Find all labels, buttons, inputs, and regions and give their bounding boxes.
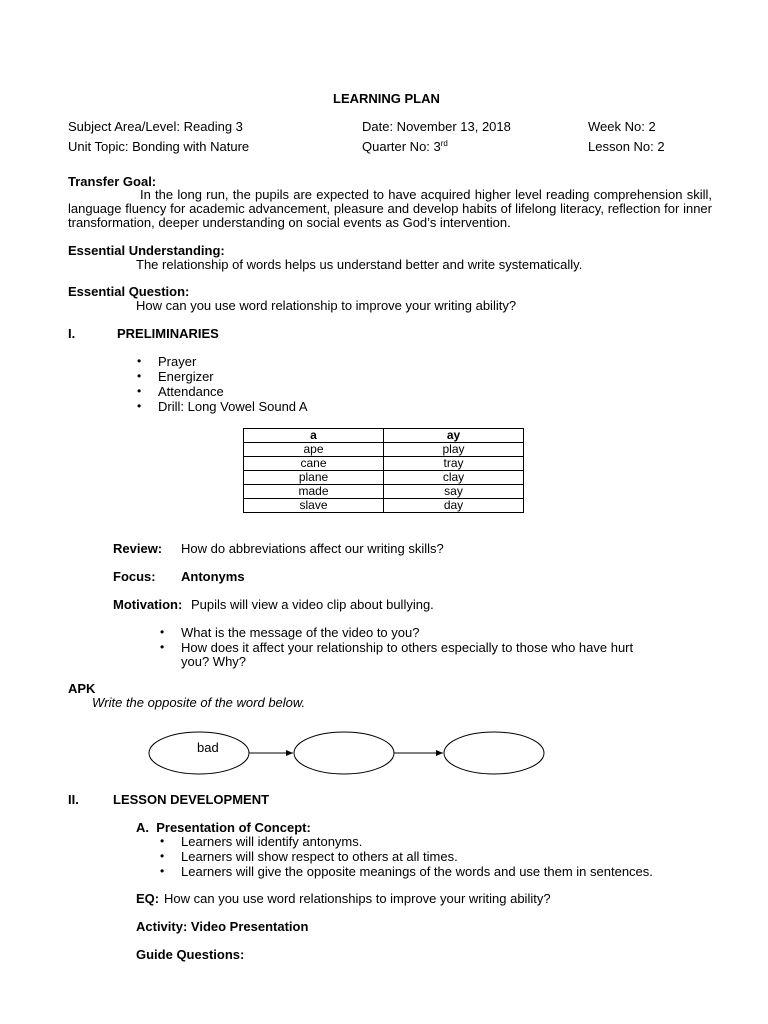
review-label: Review: <box>113 541 163 556</box>
bullet-icon: • <box>160 849 165 863</box>
motivation-question: How does it affect your relationship to others especially to those who have hurt <box>181 640 634 655</box>
essential-question-text: How can you use word relationship to improve your writing ability? <box>136 298 517 313</box>
table-cell: made <box>244 485 384 499</box>
bullet-icon: • <box>160 640 165 654</box>
table-row <box>244 471 524 485</box>
essential-understanding-label: Essential Understanding: <box>68 243 225 258</box>
answer-bubble-1 <box>294 732 394 774</box>
page-title: LEARNING PLAN <box>333 91 440 106</box>
section-2-numeral: II. <box>68 792 79 807</box>
table-cell: clay <box>384 471 524 485</box>
unit-topic: Unit Topic: Bonding with Nature <box>68 139 250 154</box>
table-cell: day <box>384 499 524 513</box>
motivation-question: What is the message of the video to you? <box>181 625 420 640</box>
bullet-icon: • <box>160 625 165 639</box>
motivation-text: Pupils will view a video clip about bullying. <box>191 597 434 612</box>
table-cell: play <box>384 443 524 457</box>
table-cell: cane <box>244 457 384 471</box>
table-row <box>244 499 524 513</box>
table-cell: plane <box>244 471 384 485</box>
list-item: Attendance <box>158 384 224 399</box>
column-header-a: a <box>244 429 384 443</box>
activity-heading: Activity: Video Presentation <box>136 919 309 934</box>
bullet-icon: • <box>137 369 142 383</box>
week-number: Week No: 2 <box>588 119 656 134</box>
table-cell: tray <box>384 457 524 471</box>
essential-understanding-text: The relationship of words helps us understand better and write systematically. <box>136 257 583 272</box>
presentation-of-concept-heading: A. Presentation of Concept: <box>136 820 311 835</box>
table-header-row <box>244 429 524 443</box>
bullet-icon: • <box>137 354 142 368</box>
focus-text: Antonyms <box>181 569 245 584</box>
table-cell: say <box>384 485 524 499</box>
section-1-title: PRELIMINARIES <box>117 326 219 341</box>
eq-label: EQ: <box>136 891 160 906</box>
subject-level: Subject Area/Level: Reading 3 <box>68 119 243 134</box>
list-item: Energizer <box>158 369 214 384</box>
essential-question-label: Essential Question: <box>68 284 190 299</box>
table-row <box>244 443 524 457</box>
focus-label: Focus: <box>113 569 156 584</box>
apk-instruction: Write the opposite of the word below. <box>92 695 306 710</box>
bullet-icon: • <box>137 384 142 398</box>
drill-table <box>243 428 524 513</box>
column-header-ay: ay <box>384 429 524 443</box>
motivation-question-continued: you? Why? <box>181 654 247 669</box>
bullet-icon: • <box>160 834 165 848</box>
apk-label: APK <box>68 681 96 696</box>
list-item: Prayer <box>158 354 197 369</box>
table-row <box>244 485 524 499</box>
bullet-icon: • <box>137 399 142 413</box>
motivation-label: Motivation: <box>113 597 183 612</box>
transfer-goal-label: Transfer Goal: <box>68 174 157 189</box>
table-cell: ape <box>244 443 384 457</box>
list-item: Drill: Long Vowel Sound A <box>158 399 308 414</box>
apk-word: bad <box>197 740 219 755</box>
quarter-number: Quarter No: 3rd <box>362 139 448 154</box>
objective-item: Learners will give the opposite meanings of the words and use them in sentences. <box>181 864 653 879</box>
objective-item: Learners will show respect to others at all times. <box>181 849 458 864</box>
answer-bubble-2 <box>444 732 544 774</box>
section-2-title: LESSON DEVELOPMENT <box>113 792 270 807</box>
bullet-icon: • <box>160 864 165 878</box>
eq-text: How can you use word relationships to improve your writing ability? <box>164 891 551 906</box>
transfer-goal-text: In the long run, the pupils are expected to have acquired higher level reading comprehension skill, language fluency for academic advancement, pleasure and develop habits of lifelong literacy, reflection for inner transformation, deeper understanding on social events as God’s intervention. <box>68 187 712 230</box>
table-cell: slave <box>244 499 384 513</box>
objective-item: Learners will identify antonyms. <box>181 834 363 849</box>
date: Date: November 13, 2018 <box>362 119 511 134</box>
table-row <box>244 457 524 471</box>
guide-questions-heading: Guide Questions: <box>136 947 245 962</box>
review-text: How do abbreviations affect our writing skills? <box>181 541 444 556</box>
section-1-numeral: I. <box>68 326 76 341</box>
lesson-number: Lesson No: 2 <box>588 139 665 154</box>
